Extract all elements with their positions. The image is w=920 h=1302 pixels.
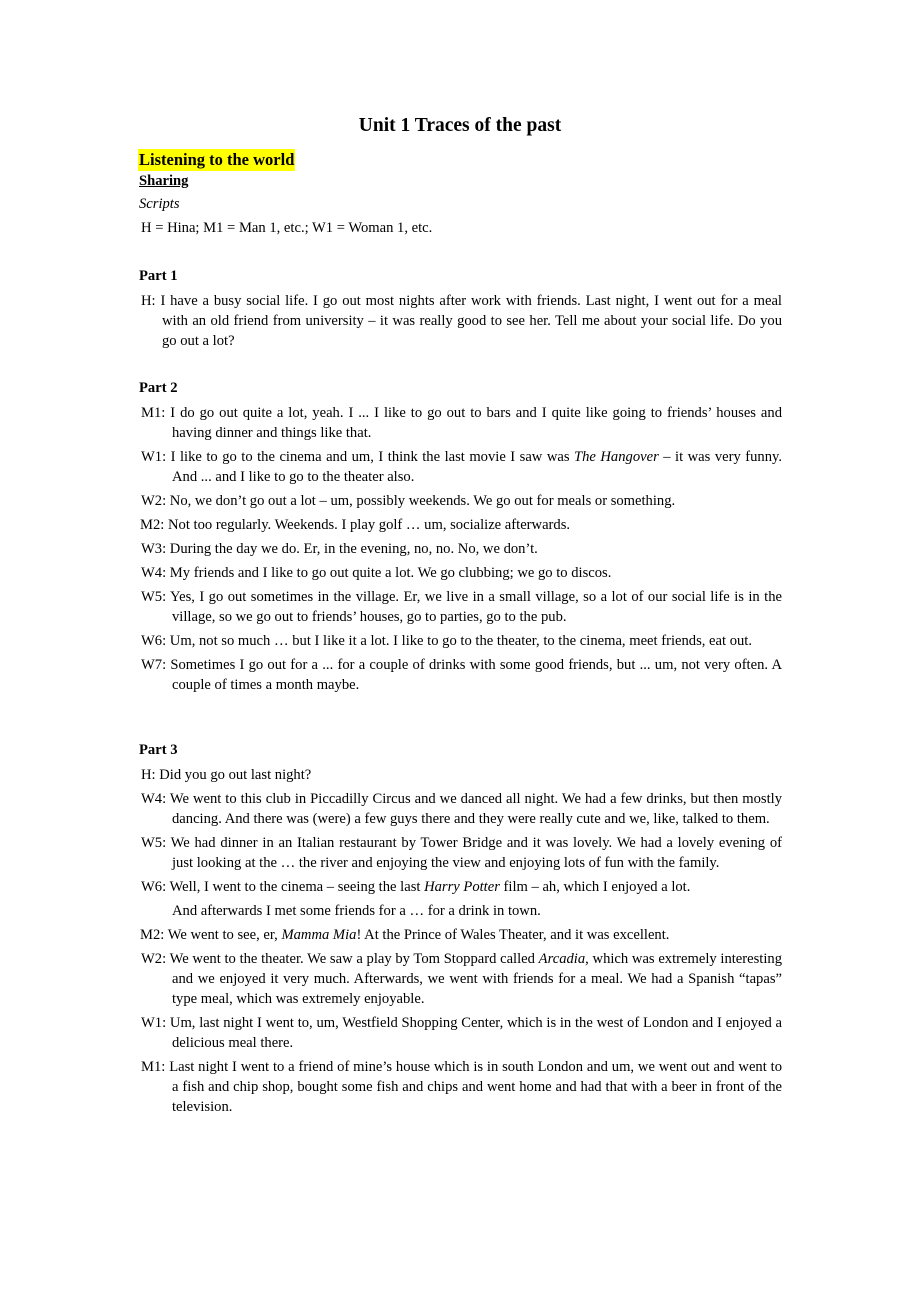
speaker-label: W1: — [141, 449, 167, 465]
transcript-line — [139, 925, 782, 945]
show-title: Mamma Mia — [281, 927, 357, 943]
transcript-line — [139, 1013, 782, 1053]
speaker-label: H: — [141, 767, 156, 783]
speaker-label: M1: — [141, 1059, 166, 1075]
utterance-text: We had dinner in an Italian restaurant by Tower Bridge and it was lovely. We had a lovely evening of just looking at the … the river and enjoying the view and enjoying lots of fun with the family. — [170, 835, 783, 871]
part-2-transcript — [139, 403, 782, 699]
transcript-line — [139, 539, 782, 559]
part-1-heading: Part 1 — [139, 268, 178, 284]
utterance-text: We went to see, er, — [167, 927, 282, 943]
utterance-text: Um, last night I went to, um, Westfield Shopping Center, which is in the west of London and I enjoyed a delicious meal there. — [169, 1015, 782, 1051]
transcript-line — [139, 833, 782, 873]
utterance-text: Did you go out last night? — [159, 767, 312, 783]
utterance-text: We went to the theater. We saw a play by Tom Stoppard called — [169, 951, 539, 967]
part-3-transcript — [139, 765, 782, 1121]
utterance-text: , which was extremely interesting and we enjoyed it very much. Afterwards, we went with friends for a meal. We had a Spanish “tapas” type meal, which was extremely enjoyable. — [172, 951, 782, 1007]
utterance-text: Not too regularly. Weekends. I play golf … um, socialize afterwards. — [167, 517, 571, 533]
utterance-text: I like to go to the cinema and um, I think the last movie I saw was — [170, 449, 575, 465]
utterance-text: I have a busy social life. I go out most nights after work with friends. Last night, I went out for a meal with an old friend from university – it was really good to see her. Tell me about your social life. Do you go out a lot? — [160, 293, 782, 349]
transcript-line — [139, 563, 782, 583]
transcript-line — [139, 447, 782, 487]
transcript-line — [139, 403, 782, 443]
utterance-text: Sometimes I go out for a ... for a couple of drinks with some good friends, but ... um, not very often. A couple of times a month maybe. — [170, 657, 782, 693]
transcript-line — [139, 631, 782, 651]
utterance-text: Yes, I go out sometimes in the village. Er, we live in a small village, so a lot of our social life is in the village, so we go out to friends’ houses, go to parties, go to the pub. — [170, 589, 782, 625]
transcript-line — [139, 655, 782, 695]
part-3-heading: Part 3 — [139, 742, 178, 758]
speaker-label: W2: — [141, 951, 167, 967]
film-title: The Hangover — [574, 449, 659, 465]
speaker-label: M2: — [140, 517, 165, 533]
utterance-text: – it was very funny. And ... and I like to go to the theater also. — [172, 449, 782, 485]
film-title: Harry Potter — [424, 879, 500, 895]
speaker-label: H: — [141, 293, 156, 309]
scripts-label: Scripts — [139, 196, 180, 212]
transcript-line — [139, 765, 782, 785]
page-title: Unit 1 Traces of the past — [358, 115, 562, 136]
speaker-label: W6: — [141, 633, 167, 649]
utterance-text: Well, I went to the cinema – seeing the last — [169, 879, 425, 895]
utterance-text: Um, not so much … but I like it a lot. I like to go to the theater, to the cinema, meet friends, eat out. — [169, 633, 753, 649]
utterance-text: Last night I went to a friend of mine’s house which is in south London and um, we went out and went to a fish and chip shop, bought some fish and chips and went home and had that with a beer in front of the television. — [169, 1059, 782, 1115]
section-heading: Listening to the world — [139, 150, 295, 169]
speaker-label: W4: — [141, 565, 167, 581]
transcript-line — [139, 877, 782, 897]
speaker-label: W6: — [141, 879, 167, 895]
speaker-label: W3: — [141, 541, 167, 557]
utterance-text: My friends and I like to go out quite a lot. We go clubbing; we go to discos. — [169, 565, 612, 581]
transcript-line — [139, 949, 782, 1009]
utterance-text: During the day we do. Er, in the evening, no, no. No, we don’t. — [169, 541, 538, 557]
speaker-label: W5: — [141, 835, 167, 851]
transcript-continuation: And afterwards I met some friends for a … for a drink in town. — [172, 903, 541, 919]
speaker-label: W5: — [141, 589, 167, 605]
transcript-line — [139, 587, 782, 627]
transcript-line — [139, 291, 782, 351]
speaker-label: W7: — [141, 657, 167, 673]
utterance-text: No, we don’t go out a lot – um, possibly weekends. We go out for meals or something. — [169, 493, 676, 509]
part-2-heading: Part 2 — [139, 380, 178, 396]
play-title: Arcadia — [538, 951, 586, 967]
transcript-line — [139, 491, 782, 511]
speaker-label: M1: — [141, 405, 166, 421]
speaker-label: W1: — [141, 1015, 167, 1031]
speaker-label: M2: — [140, 927, 165, 943]
utterance-text: film – ah, which I enjoyed a lot. — [499, 879, 691, 895]
transcript-line — [139, 789, 782, 829]
utterance-text: We went to this club in Piccadilly Circus and we danced all night. We had a few drinks, but then mostly dancing. And there was (were) a few guys there and they were really cute and we, like, talked to them. — [169, 791, 783, 827]
transcript-line — [139, 515, 782, 535]
utterance-text: ! At the Prince of Wales Theater, and it was excellent. — [356, 927, 670, 943]
speaker-label: W4: — [141, 791, 167, 807]
transcript-line — [139, 1057, 782, 1117]
part-1-transcript — [139, 291, 782, 355]
subsection-heading: Sharing — [139, 173, 189, 189]
speaker-legend: H = Hina; M1 = Man 1, etc.; W1 = Woman 1, etc. — [141, 220, 433, 236]
utterance-text: I do go out quite a lot, yeah. I ... I like to go out to bars and I quite like going to friends’ houses and having dinner and things like that. — [170, 405, 782, 441]
speaker-label: W2: — [141, 493, 167, 509]
